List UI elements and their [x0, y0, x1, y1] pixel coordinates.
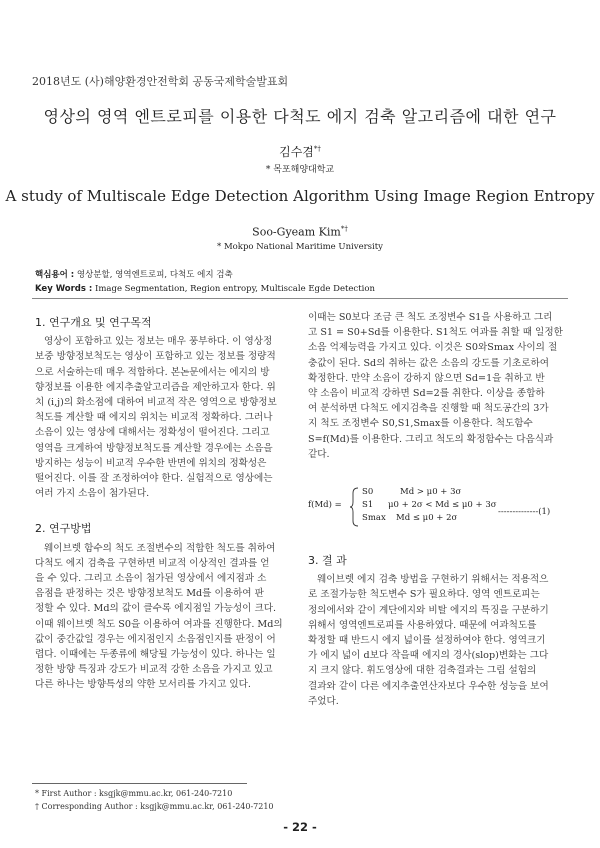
right-column-top — [308, 310, 570, 462]
keywords-en-text: Image Segmentation, Region entropy, Multiscale Egde Detection — [95, 284, 375, 294]
text-line: 다른 하나는 방향특성의 약한 모서리를 가지고 있다. — [35, 679, 251, 691]
english-author — [0, 225, 600, 239]
conference-header: 2018년도 (사)해양환경안전학회 공동국제학술발표회 — [32, 75, 289, 88]
equation-1 — [308, 487, 570, 527]
text-line: 충값이 된다. Sd의 취하는 값은 소음의 강도를 기초로하여 — [308, 357, 549, 369]
section1-heading: 1. 연구개요 및 연구목적 — [35, 316, 152, 329]
text-line: 여러 가지 소음이 첨가된다. — [35, 488, 150, 500]
text-line: 소음이 있는 영상에 대해서는 정확성이 떨어진다. 그리고 — [35, 427, 270, 439]
text-line: 으로 서술하는데 매우 적합하다. 본논문에서는 에지의 방 — [35, 366, 270, 378]
keywords-ko — [35, 268, 375, 282]
text-line: 이때 웨이브렛 척도 S0을 이용하여 여과를 진행한다. Md의 — [35, 618, 283, 630]
text-line: 정한 방향 특징과 강도가 비교적 강한 소음을 가지고 있고 — [35, 664, 273, 676]
english-affiliation: * Mokpo National Maritime University — [217, 242, 383, 252]
text-line: 주었다. — [308, 695, 339, 707]
text-line: S=f(Md)를 이용한다. 그리고 척도의 확정함수는 다음식과 — [308, 433, 554, 445]
equation-case2: S1 — [362, 500, 374, 510]
text-line: 영상이 포함하고 있는 정보는 매우 풍부하다. 이 영상정 — [44, 336, 273, 348]
section1-body — [35, 334, 295, 501]
keywords-en-label: Key Words : — [35, 284, 93, 294]
equation-cond2: μ0 + 2σ < Md ≤ μ0 + 3σ — [388, 500, 497, 510]
footnote-first-author: * First Author : ksgjk@mmu.ac.kr, 061-240-7210 — [35, 789, 233, 798]
text-line: 소음 억제능력을 가지고 있다. 이것은 S0와Smax 사이의 절 — [308, 342, 558, 354]
korean-affiliation: * 목포해양대학교 — [265, 165, 335, 175]
text-line: 웨이브렛 에지 검축 방법을 구현하기 위해서는 적용적으 — [317, 574, 549, 586]
text-line: 확정할 때 반드시 에지 넓이를 설정하여야 한다. 영역크기 — [308, 635, 546, 647]
text-line: 정할 수 있다. Md의 값이 클수록 에지점일 가능성이 크다. — [35, 603, 277, 615]
equation-number: --------------(1) — [498, 507, 551, 517]
text-line: 보중 방향정보척도는 영상이 포함하고 있는 정보를 정량적 — [35, 351, 276, 363]
korean-title: 영상의 영역 엔트로피를 이용한 다척도 에지 검축 알고리즘에 대한 연구 — [43, 107, 557, 126]
keywords-ko-label: 핵심용어 : — [35, 270, 75, 280]
text-line: 웨이브렛 함수의 척도 조절변수의 적합한 척도를 취하여 — [44, 542, 276, 554]
left-column — [35, 315, 295, 693]
equation-brace-icon — [350, 487, 360, 527]
text-line: 위해서 영역엔트로피를 사용하였다. 때문에 여과척도를 — [308, 619, 537, 631]
text-line: 확정한다. 만약 소음이 강하지 않으면 Sd=1을 취하고 반 — [308, 372, 545, 384]
keywords-block — [35, 268, 375, 296]
equation-cond1: Md > μ0 + 3σ — [400, 487, 462, 497]
text-line: 결과와 같이 다른 에지추출연산자보다 우수한 성능을 보여 — [308, 680, 549, 692]
equation-cond3: Md ≤ μ0 + 2σ — [396, 513, 458, 523]
text-line: 여 분석하면 다척도 에지검축을 진행할 때 척도공간의 3가 — [308, 403, 549, 415]
text-line: 치 (i,j)의 화소점에 대하여 비교적 작은 영역으로 방향정보 — [35, 397, 277, 409]
keywords-en — [35, 282, 375, 296]
equation-lhs: f(Md) = — [308, 500, 342, 510]
korean-author — [0, 143, 600, 160]
section3-heading: 3. 결 과 — [308, 554, 347, 567]
keywords-divider — [32, 298, 568, 299]
section2-body — [35, 541, 295, 693]
equation-case3: Smax — [362, 513, 386, 523]
text-line: 지 크지 않다. 휘도영상에 대한 검축결과는 그림 설험의 — [308, 665, 537, 677]
text-line: 렵다. 이때에는 두종류에 해당될 가능성이 있다. 하나는 일 — [35, 649, 276, 661]
page-number: - 22 - — [283, 820, 317, 834]
english-author-mark: *† — [340, 225, 348, 233]
english-author-name: Soo-Gyeam Kim — [252, 225, 341, 239]
text-line: 영역을 크게하여 방향정보척도를 계산할 경우에는 소음을 — [35, 442, 273, 454]
text-line: 지 척도 조정변수 S0,S1,Smax를 이용한다. 척도함수 — [308, 418, 533, 430]
text-line: 이때는 S0보다 조금 큰 척도 조정변수 S1을 사용하고 그리 — [308, 312, 553, 323]
text-line: 떨어진다. 이를 잘 조정하여야 한다. 실험적으로 영상에는 — [35, 473, 273, 485]
footnote-divider — [32, 783, 247, 784]
korean-author-name: 김수겸 — [279, 145, 314, 159]
text-line: 을 수 있다. 그리고 소음이 첨가된 영상에서 에지점과 소 — [35, 573, 267, 585]
section2-heading: 2. 연구방법 — [35, 522, 92, 536]
text-line: 다척도 에지 검축을 구현하면 비교적 이상적인 결과를 얻 — [35, 557, 270, 569]
text-line: 값이 중간값일 경우는 에지점인지 소음점인지를 판정이 어 — [35, 633, 276, 645]
equation-case1: S0 — [362, 487, 374, 497]
footnote-corresponding-author: † Corresponding Author : ksgjk@mmu.ac.kr, 061-240-7210 — [35, 802, 274, 811]
korean-author-mark: *† — [313, 145, 321, 153]
text-line: 고 S1 = S0+Sd를 이용한다. S1척도 여과를 취할 때 일정한 — [308, 327, 563, 339]
text-line: 약 소음이 비교적 강하면 Sd=2를 취한다. 이상을 종합하 — [308, 388, 545, 400]
text-line: 방지하는 성능이 비교적 우수한 반면에 위치의 정확성은 — [35, 457, 267, 469]
text-line: 같다. — [308, 448, 330, 460]
text-line: 음점을 판정하는 것은 방향정보척도 Md를 이용하여 판 — [35, 588, 264, 600]
text-line: 로 조절가능한 척도변수 S가 필요하다. 영역 엔트로피는 — [308, 589, 540, 601]
right-column-bottom — [308, 553, 570, 709]
text-line: 가 에지 넓이 d보다 작을때 에지의 경사(slop)변화는 그다 — [308, 650, 549, 662]
text-line: 정의에서와 같이 계단에지와 비탈 에지의 특징을 구분하기 — [308, 604, 549, 616]
english-title: A study of Multiscale Edge Detection Algorithm Using Image Region Entropy — [5, 187, 595, 205]
keywords-ko-text: 영상분할, 영역엔트로피, 다척도 에지 검축 — [76, 270, 233, 280]
text-line: 척도를 계산할 때 에지의 위치는 비교적 정확하다. 그러나 — [35, 412, 273, 424]
text-line: 향정보를 이용한 에지추출알고리즘을 제안하고자 한다. 위 — [35, 381, 276, 393]
